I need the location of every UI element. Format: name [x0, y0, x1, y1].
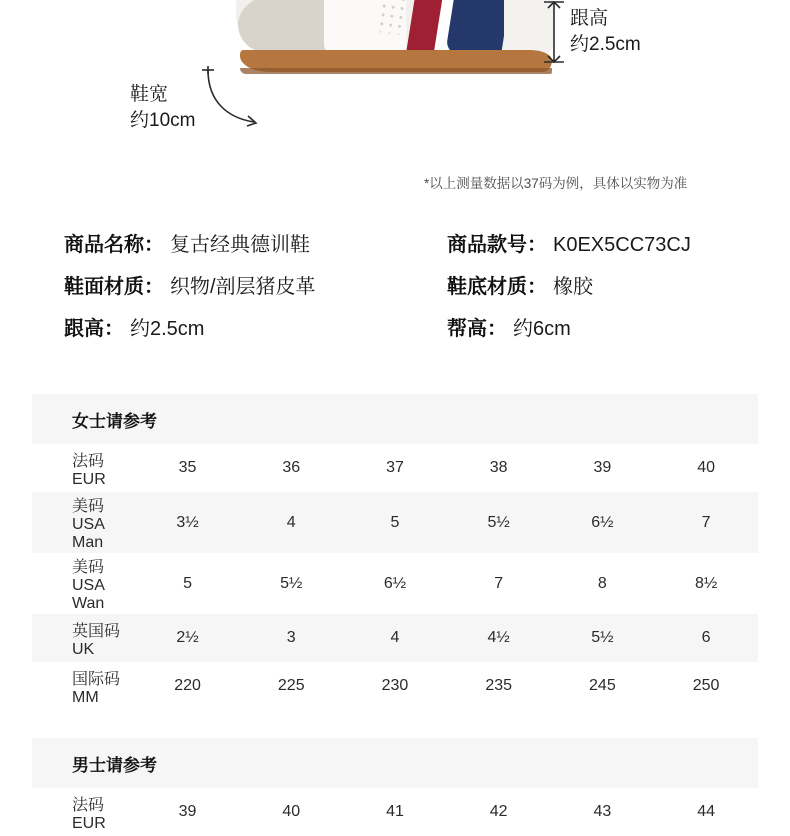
heel-height-measure-bracket: [534, 0, 574, 66]
cell: 39: [593, 459, 612, 476]
cell: 6½: [591, 513, 614, 531]
cell: 220: [174, 677, 201, 694]
spec-product-name: [0, 228, 395, 257]
cell: 3½: [176, 513, 199, 531]
product-spec-list: [0, 228, 790, 354]
cell: 7: [494, 574, 504, 592]
spec-label: 跟高：: [64, 318, 124, 340]
spec-label: 鞋底材质：: [447, 276, 547, 298]
shoe-width-callout: [130, 82, 195, 133]
cell: 230: [381, 677, 409, 694]
table-row: [32, 444, 758, 492]
shoe-width-label: 鞋宽: [130, 84, 169, 105]
table-header-row: [32, 738, 758, 788]
cell: 40: [697, 459, 715, 476]
cell: 3: [286, 629, 296, 646]
cell: 2½: [176, 629, 199, 646]
cell: 7: [701, 513, 711, 531]
spec-heel-height: [0, 312, 395, 341]
cell: 35: [178, 459, 197, 476]
cell: 37: [386, 459, 404, 476]
row-label: 美码USA Man: [72, 498, 105, 551]
row-label: 美码USA Wan: [72, 559, 105, 612]
cell: 4: [286, 513, 296, 531]
heel-height-label: 跟高: [570, 8, 609, 29]
table-header-row: [32, 394, 758, 444]
spec-value: K0EX5CC73CJ: [553, 234, 691, 256]
cell: 41: [386, 803, 404, 820]
row-label: 英国码UK: [72, 622, 121, 658]
table-row: [32, 553, 758, 614]
spec-value: 织物/剖层猪皮革: [170, 276, 316, 298]
cell: 36: [282, 459, 301, 476]
row-label: 法码EUR: [72, 452, 106, 488]
row-label: 国际码MM: [72, 670, 121, 706]
spec-value: 约6cm: [513, 318, 571, 340]
spec-label: 商品名称：: [64, 234, 164, 256]
cell: 5½: [487, 513, 510, 531]
spec-row: [0, 270, 790, 299]
sneaker-image: [232, 0, 562, 112]
spec-shaft-height: [395, 312, 790, 341]
cell: 40: [282, 803, 301, 820]
shoe-sole-shadow: [240, 68, 552, 74]
heel-height-value: 约2.5cm: [570, 33, 641, 55]
spec-product-code: [395, 228, 790, 257]
row-label: 法码EUR: [72, 796, 106, 832]
cell: 6: [701, 629, 711, 646]
spec-value: 约2.5cm: [130, 318, 205, 340]
size-chart-section: [32, 394, 758, 836]
cell: 8½: [694, 574, 718, 592]
spec-row: [0, 228, 790, 257]
shoe-width-value: 约10cm: [130, 109, 196, 131]
spec-label: 鞋面材质：: [64, 276, 164, 298]
cell: 4½: [487, 629, 510, 646]
cell: 225: [277, 677, 305, 694]
measurement-disclaimer: *以上测量数据以37码为例，具体以实物为准: [424, 176, 688, 191]
table-title-men: 男士请参考: [72, 755, 157, 775]
table-row: [32, 788, 758, 836]
cell: 245: [589, 677, 616, 694]
spec-sole-material: [395, 270, 790, 299]
spec-label: 商品款号：: [447, 234, 547, 256]
cell: 5: [183, 574, 192, 592]
cell: 6½: [383, 574, 407, 592]
table-spacer: [32, 710, 758, 738]
size-table-women: [32, 394, 758, 710]
cell: 5½: [591, 629, 614, 646]
cell: 38: [489, 459, 508, 476]
table-row: [32, 492, 758, 553]
cell: 39: [178, 803, 197, 820]
cell: 42: [489, 803, 508, 820]
cell: 235: [485, 677, 513, 694]
spec-value: 橡胶: [553, 276, 593, 298]
cell: 4: [390, 629, 400, 646]
cell: 44: [697, 803, 715, 820]
spec-value: 复古经典德训鞋: [170, 234, 310, 256]
shoe-toe-suede: [238, 0, 334, 54]
table-title-women: 女士请参考: [72, 411, 157, 431]
cell: 8: [597, 574, 607, 592]
spec-row: [0, 312, 790, 341]
table-row: [32, 662, 758, 710]
heel-height-callout: [570, 6, 641, 57]
spec-label: 帮高：: [447, 318, 507, 340]
spec-upper-material: [0, 270, 395, 299]
cell: 5: [390, 513, 400, 531]
cell: 43: [593, 803, 612, 820]
cell: 5½: [280, 574, 303, 592]
table-row: [32, 614, 758, 662]
cell: 250: [692, 677, 720, 694]
shoe-width-measure-bracket: [192, 56, 272, 132]
size-table-men: [32, 738, 758, 836]
product-photo-area: [0, 0, 790, 210]
